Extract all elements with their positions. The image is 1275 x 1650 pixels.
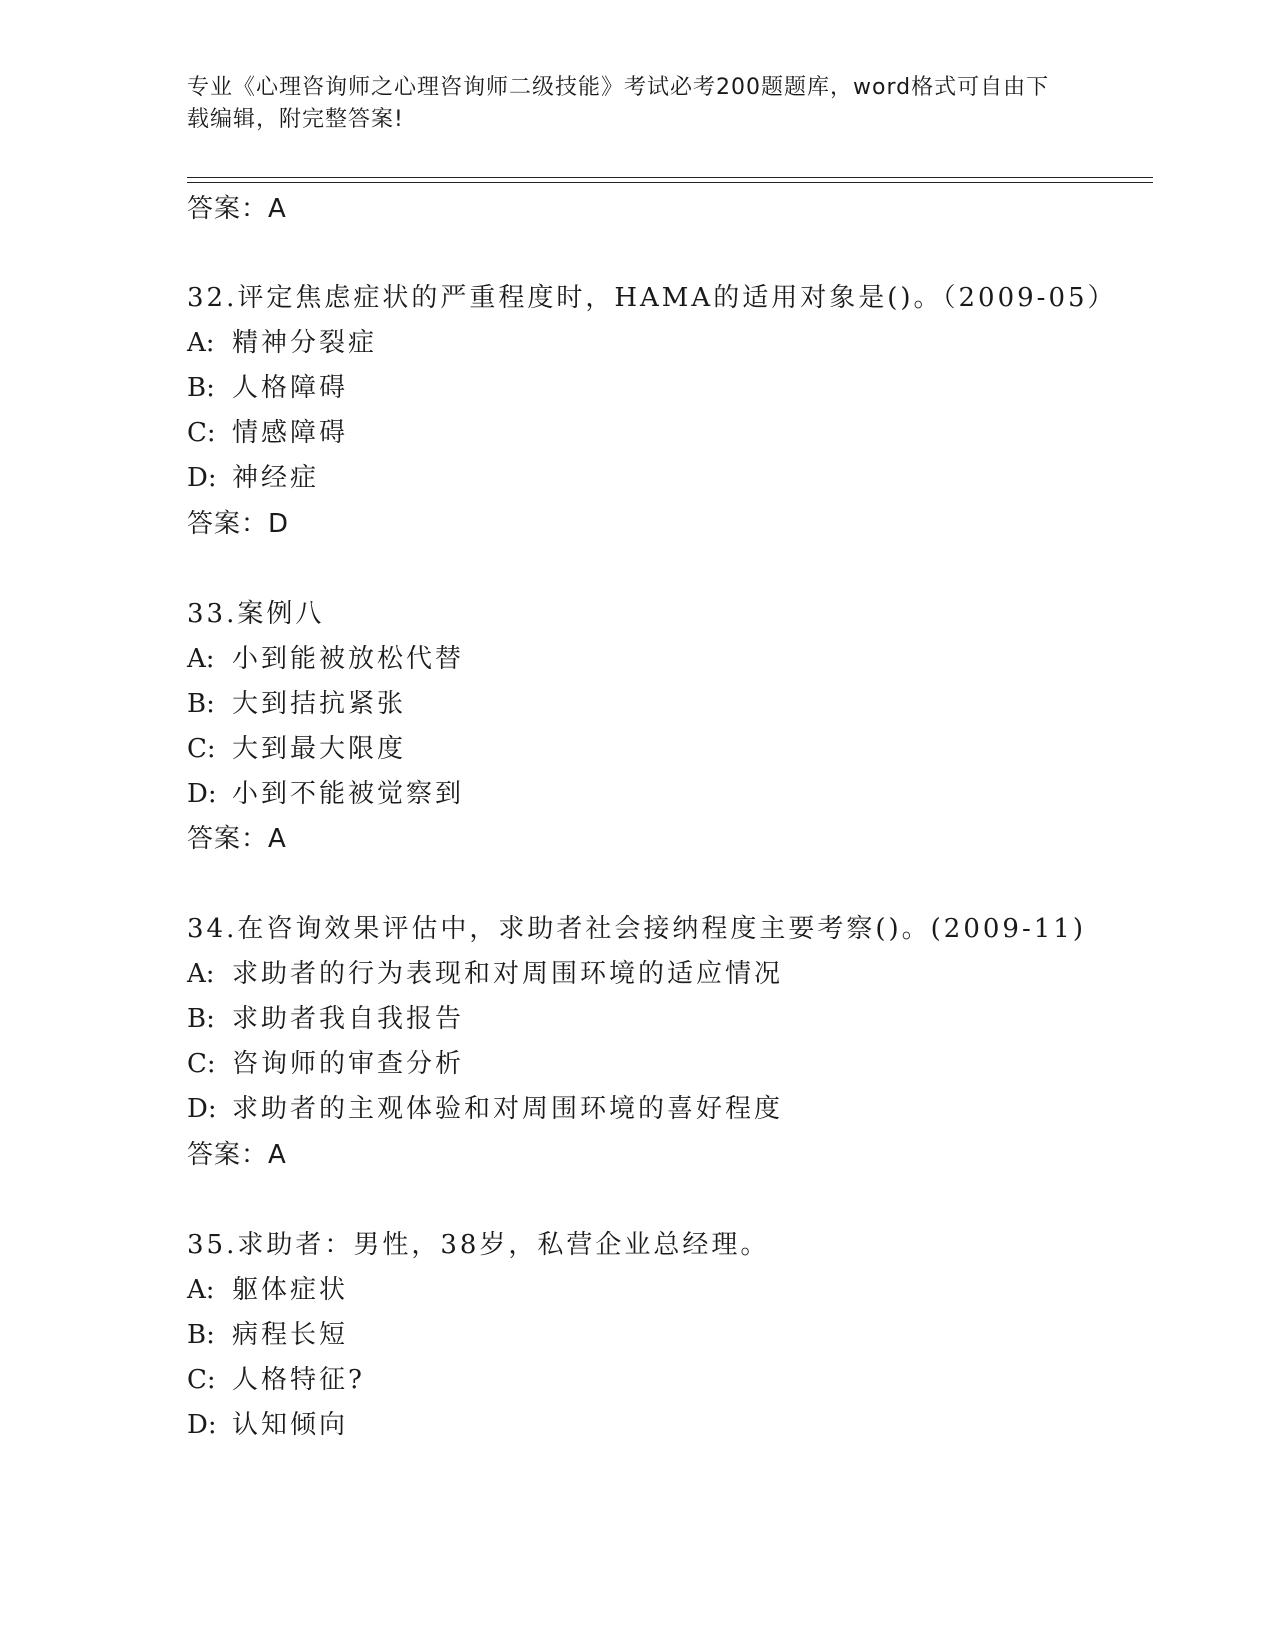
option-letter: D: <box>187 463 217 493</box>
option-text: 精神分裂症 <box>232 328 378 358</box>
option-a <box>187 956 783 992</box>
option-d <box>187 1091 783 1127</box>
option-text: 大到拮抗紧张 <box>232 689 407 719</box>
option-letter: A: <box>187 328 215 358</box>
option-a <box>187 1272 348 1308</box>
option-d <box>187 1407 348 1443</box>
option-text: 咨询师的审查分析 <box>232 1049 465 1079</box>
header-divider-top <box>187 177 1153 178</box>
question-stem: 35.求助者：男性，38岁，私营企业总经理。 <box>187 1230 770 1260</box>
answer-line: 答案：D <box>187 509 290 539</box>
option-b <box>187 686 406 722</box>
option-letter: C: <box>187 1049 216 1079</box>
option-c <box>187 1046 464 1082</box>
header-divider-bottom <box>187 182 1153 183</box>
option-letter: D: <box>187 779 217 809</box>
option-letter: A: <box>187 959 215 989</box>
option-text: 求助者的行为表现和对周围环境的适应情况 <box>232 959 784 989</box>
option-c <box>187 731 406 767</box>
option-letter: C: <box>187 734 216 764</box>
option-letter: B: <box>187 373 215 403</box>
option-c <box>187 415 348 451</box>
option-text: 神经症 <box>232 463 320 493</box>
option-text: 求助者的主观体验和对周围环境的喜好程度 <box>232 1094 784 1124</box>
option-b <box>187 1001 464 1037</box>
answer-line: 答案：A <box>187 194 287 224</box>
option-letter: A: <box>187 644 215 674</box>
option-text: 小到能被放松代替 <box>232 644 465 674</box>
option-b <box>187 370 348 406</box>
option-text: 求助者我自我报告 <box>232 1004 465 1034</box>
option-letter: D: <box>187 1094 217 1124</box>
option-letter: A: <box>187 1275 215 1305</box>
question-stem: 32.评定焦虑症状的严重程度时，HAMA的适用对象是()。（2009-05） <box>187 283 1117 313</box>
option-text: 情感障碍 <box>232 418 349 448</box>
document-header: 专业《心理咨询师之心理咨询师二级技能》考试必考200题题库，word格式可自由下载编辑，附完整答案! <box>187 75 1050 132</box>
option-text: 人格障碍 <box>232 373 349 403</box>
option-text: 大到最大限度 <box>232 734 407 764</box>
option-text: 人格特征? <box>232 1365 365 1395</box>
option-text: 小到不能被觉察到 <box>232 779 465 809</box>
option-letter: D: <box>187 1410 217 1440</box>
question-stem: 33.案例八 <box>187 599 325 629</box>
option-a <box>187 641 464 677</box>
option-text: 躯体症状 <box>232 1275 349 1305</box>
option-b <box>187 1317 348 1353</box>
option-text: 认知倾向 <box>232 1410 349 1440</box>
option-letter: B: <box>187 689 215 719</box>
answer-line: 答案：A <box>187 1140 287 1170</box>
option-d <box>187 460 319 496</box>
option-letter: B: <box>187 1320 215 1350</box>
option-letter: C: <box>187 418 216 448</box>
option-text: 病程长短 <box>232 1320 349 1350</box>
option-c <box>187 1362 365 1398</box>
option-letter: C: <box>187 1365 216 1395</box>
answer-line: 答案：A <box>187 824 287 854</box>
option-d <box>187 776 464 812</box>
question-stem: 34.在咨询效果评估中，求助者社会接纳程度主要考察()。(2009-11) <box>187 914 1086 944</box>
option-letter: B: <box>187 1004 215 1034</box>
option-a <box>187 325 377 361</box>
